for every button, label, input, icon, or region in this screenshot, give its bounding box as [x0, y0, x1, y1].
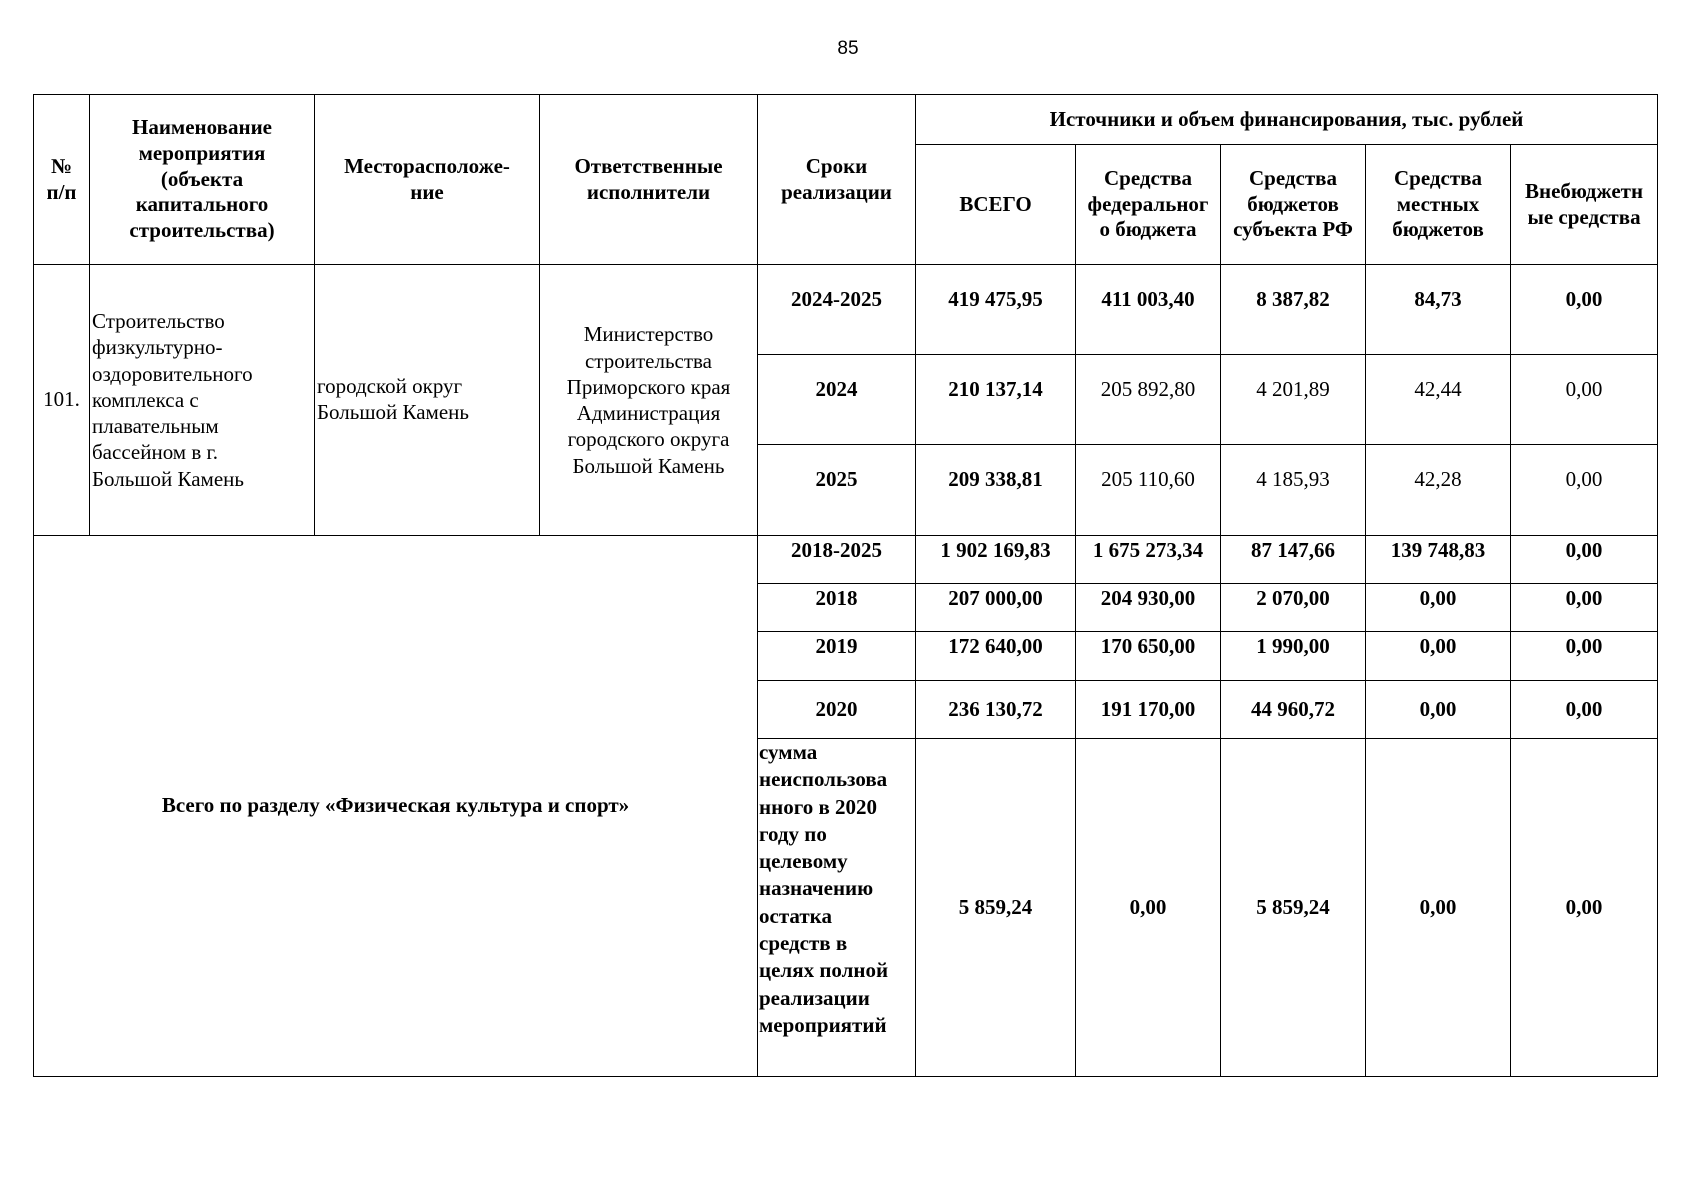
total-cell: 172 640,00 [916, 632, 1076, 681]
header-extra: Внебюджетн ые средства [1511, 145, 1658, 265]
local-cell: 42,28 [1366, 445, 1511, 536]
header-local: Средства местных бюджетов [1366, 145, 1511, 265]
regional-cell: 2 070,00 [1221, 584, 1366, 632]
period-cell: 2018 [758, 584, 916, 632]
regional-cell: 1 990,00 [1221, 632, 1366, 681]
regional-cell: 4 201,89 [1221, 355, 1366, 445]
period-cell: 2024 [758, 355, 916, 445]
item-number: 101. [34, 265, 90, 536]
regional-cell: 44 960,72 [1221, 681, 1366, 739]
federal-cell: 0,00 [1076, 739, 1221, 1077]
regional-cell: 5 859,24 [1221, 739, 1366, 1077]
local-cell: 0,00 [1366, 681, 1511, 739]
financing-table [33, 94, 1658, 1077]
federal-cell: 191 170,00 [1076, 681, 1221, 739]
total-cell: 419 475,95 [916, 265, 1076, 355]
period-cell: 2018-2025 [758, 536, 916, 584]
period-cell: 2020 [758, 681, 916, 739]
period-cell: 2025 [758, 445, 916, 536]
federal-cell: 205 110,60 [1076, 445, 1221, 536]
section-total-label: Всего по разделу «Физическая культура и спорт» [34, 536, 758, 1077]
local-cell: 139 748,83 [1366, 536, 1511, 584]
header-funding-group: Источники и объем финансирования, тыс. рублей [916, 95, 1658, 145]
local-cell: 0,00 [1366, 739, 1511, 1077]
extra-cell: 0,00 [1511, 265, 1658, 355]
total-cell: 210 137,14 [916, 355, 1076, 445]
header-name: Наименование мероприятия (объекта капитального строительства) [90, 95, 315, 265]
table-row [34, 265, 1658, 355]
period-cell: 2024-2025 [758, 265, 916, 355]
extra-cell: 0,00 [1511, 632, 1658, 681]
header-regional: Средства бюджетов субъекта РФ [1221, 145, 1366, 265]
local-cell: 0,00 [1366, 632, 1511, 681]
item-name: Строительство физкультурно- оздоровительного комплекса с плавательным бассейном в г. Большой Камень [90, 265, 315, 536]
federal-cell: 205 892,80 [1076, 355, 1221, 445]
header-period: Сроки реализации [758, 95, 916, 265]
local-cell: 0,00 [1366, 584, 1511, 632]
item-location: городской округ Большой Камень [315, 265, 540, 536]
extra-cell: 0,00 [1511, 584, 1658, 632]
header-location: Месторасположе- ние [315, 95, 540, 265]
extra-cell: 0,00 [1511, 536, 1658, 584]
extra-cell: 0,00 [1511, 355, 1658, 445]
federal-cell: 204 930,00 [1076, 584, 1221, 632]
federal-cell: 1 675 273,34 [1076, 536, 1221, 584]
total-cell: 5 859,24 [916, 739, 1076, 1077]
total-cell: 1 902 169,83 [916, 536, 1076, 584]
total-cell: 209 338,81 [916, 445, 1076, 536]
table-row [34, 536, 1658, 584]
total-cell: 207 000,00 [916, 584, 1076, 632]
item-responsible: Министерство строительства Приморского края Администрация городского округа Большой Камень [540, 265, 758, 536]
regional-cell: 8 387,82 [1221, 265, 1366, 355]
regional-cell: 87 147,66 [1221, 536, 1366, 584]
extra-cell: 0,00 [1511, 739, 1658, 1077]
header-responsible: Ответственные исполнители [540, 95, 758, 265]
total-cell: 236 130,72 [916, 681, 1076, 739]
extra-cell: 0,00 [1511, 445, 1658, 536]
header-total: ВСЕГО [916, 145, 1076, 265]
header-federal: Средства федеральног о бюджета [1076, 145, 1221, 265]
local-cell: 42,44 [1366, 355, 1511, 445]
regional-cell: 4 185,93 [1221, 445, 1366, 536]
federal-cell: 170 650,00 [1076, 632, 1221, 681]
federal-cell: 411 003,40 [1076, 265, 1221, 355]
extra-cell: 0,00 [1511, 681, 1658, 739]
header-number: № п/п [34, 95, 90, 265]
period-cell: 2019 [758, 632, 916, 681]
page-number: 85 [837, 38, 859, 59]
header-row-1 [34, 95, 1658, 145]
period-note-cell: сумма неиспользова нного в 2020 году по целевому назначению остатка средств в целях полной реализации мероприятий [758, 739, 916, 1077]
local-cell: 84,73 [1366, 265, 1511, 355]
